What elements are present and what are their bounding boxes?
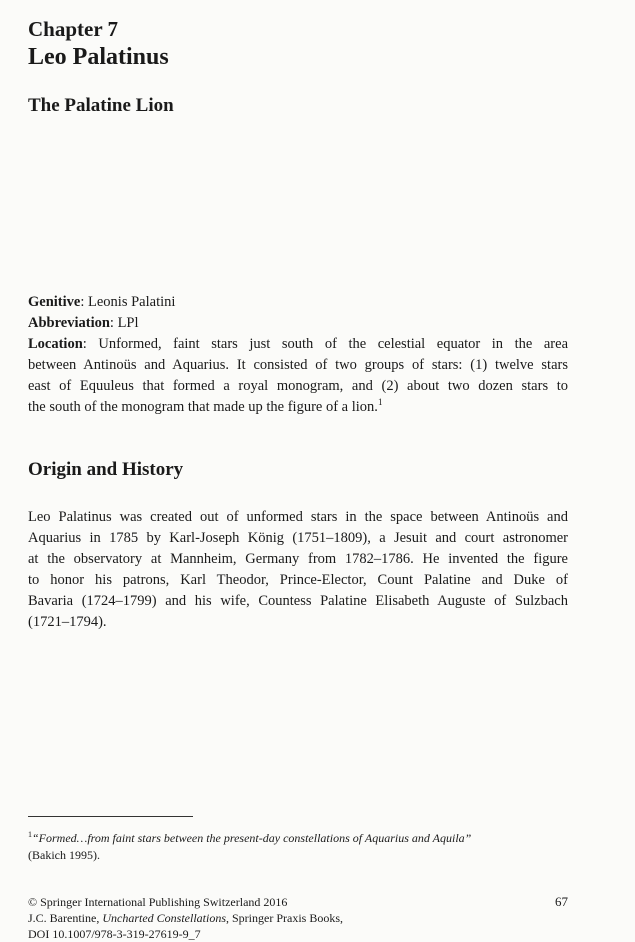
copyright-line: © Springer International Publishing Switzerland 2016 xyxy=(28,895,288,909)
location-label: Location xyxy=(28,336,83,352)
page-number: 67 xyxy=(555,894,568,909)
origin-line-3: at the observatory at Mannheim, Germany from 1782–1786. He invented the figure xyxy=(28,551,568,567)
doi-line: DOI 10.1007/978-3-319-27619-9_7 xyxy=(28,927,201,941)
origin-paragraph xyxy=(28,507,568,633)
location-line-1: Location: Unformed, faint stars just south of the celestial equator in the area xyxy=(28,336,569,352)
genitive-line: Genitive: Leonis Palatini xyxy=(28,294,176,310)
origin-line-5: Bavaria (1724–1799) and his wife, Countess Palatine Elisabeth Auguste of Sulzbach xyxy=(28,593,568,609)
footnote xyxy=(28,826,568,864)
genitive-label: Genitive xyxy=(28,294,81,310)
chapter-label: Chapter 7 xyxy=(28,17,119,41)
location-line-3: east of Equuleus that formed a royal monogram, and (2) about two dozen stars to xyxy=(28,378,568,394)
location-line-4: the south of the monogram that made up the figure of a lion.$^1$ xyxy=(28,397,383,415)
section-heading-palatine-lion: The Palatine Lion xyxy=(28,95,174,116)
footnote-citation: (Bakich 1995). xyxy=(28,848,100,862)
footnote-reference: 1 xyxy=(377,397,383,408)
origin-line-4: to honor his patrons, Karl Theodor, Prince-Elector, Count Palatine and Duke of xyxy=(28,572,568,588)
origin-line-2: Aquarius in 1785 by Karl-Joseph König (1751–1809), a Jesuit and court astronomer xyxy=(28,530,568,546)
constellation-meta xyxy=(28,292,568,418)
footnote-rule xyxy=(28,816,193,817)
genitive-value: Leonis Palatini xyxy=(88,294,176,310)
location-line-2: between Antinoüs and Aquarius. It consisted of two groups of stars: (1) twelve stars xyxy=(28,357,568,373)
origin-line-6: (1721–1794). xyxy=(28,614,107,630)
footnote-number: 1 xyxy=(28,830,32,839)
footnote-quote: “Formed…from faint stars between the present-day constellations of Aquarius and Aquila” xyxy=(32,831,472,845)
book-page xyxy=(28,0,568,942)
origin-line-1: Leo Palatinus was created out of unformed stars in the space between Antinoüs and xyxy=(28,509,568,525)
chapter-title: Leo Palatinus xyxy=(28,44,169,70)
abbreviation-line: Abbreviation: LPl xyxy=(28,315,139,331)
copyright-block xyxy=(28,894,468,942)
citation-line: J.C. Barentine, Uncharted Constellations, Springer Praxis Books, xyxy=(28,911,343,925)
abbreviation-value: LPl xyxy=(117,315,139,331)
section-heading-origin-history: Origin and History xyxy=(28,459,184,480)
abbreviation-label: Abbreviation xyxy=(28,315,110,331)
book-title: Uncharted Constellations xyxy=(102,911,226,925)
